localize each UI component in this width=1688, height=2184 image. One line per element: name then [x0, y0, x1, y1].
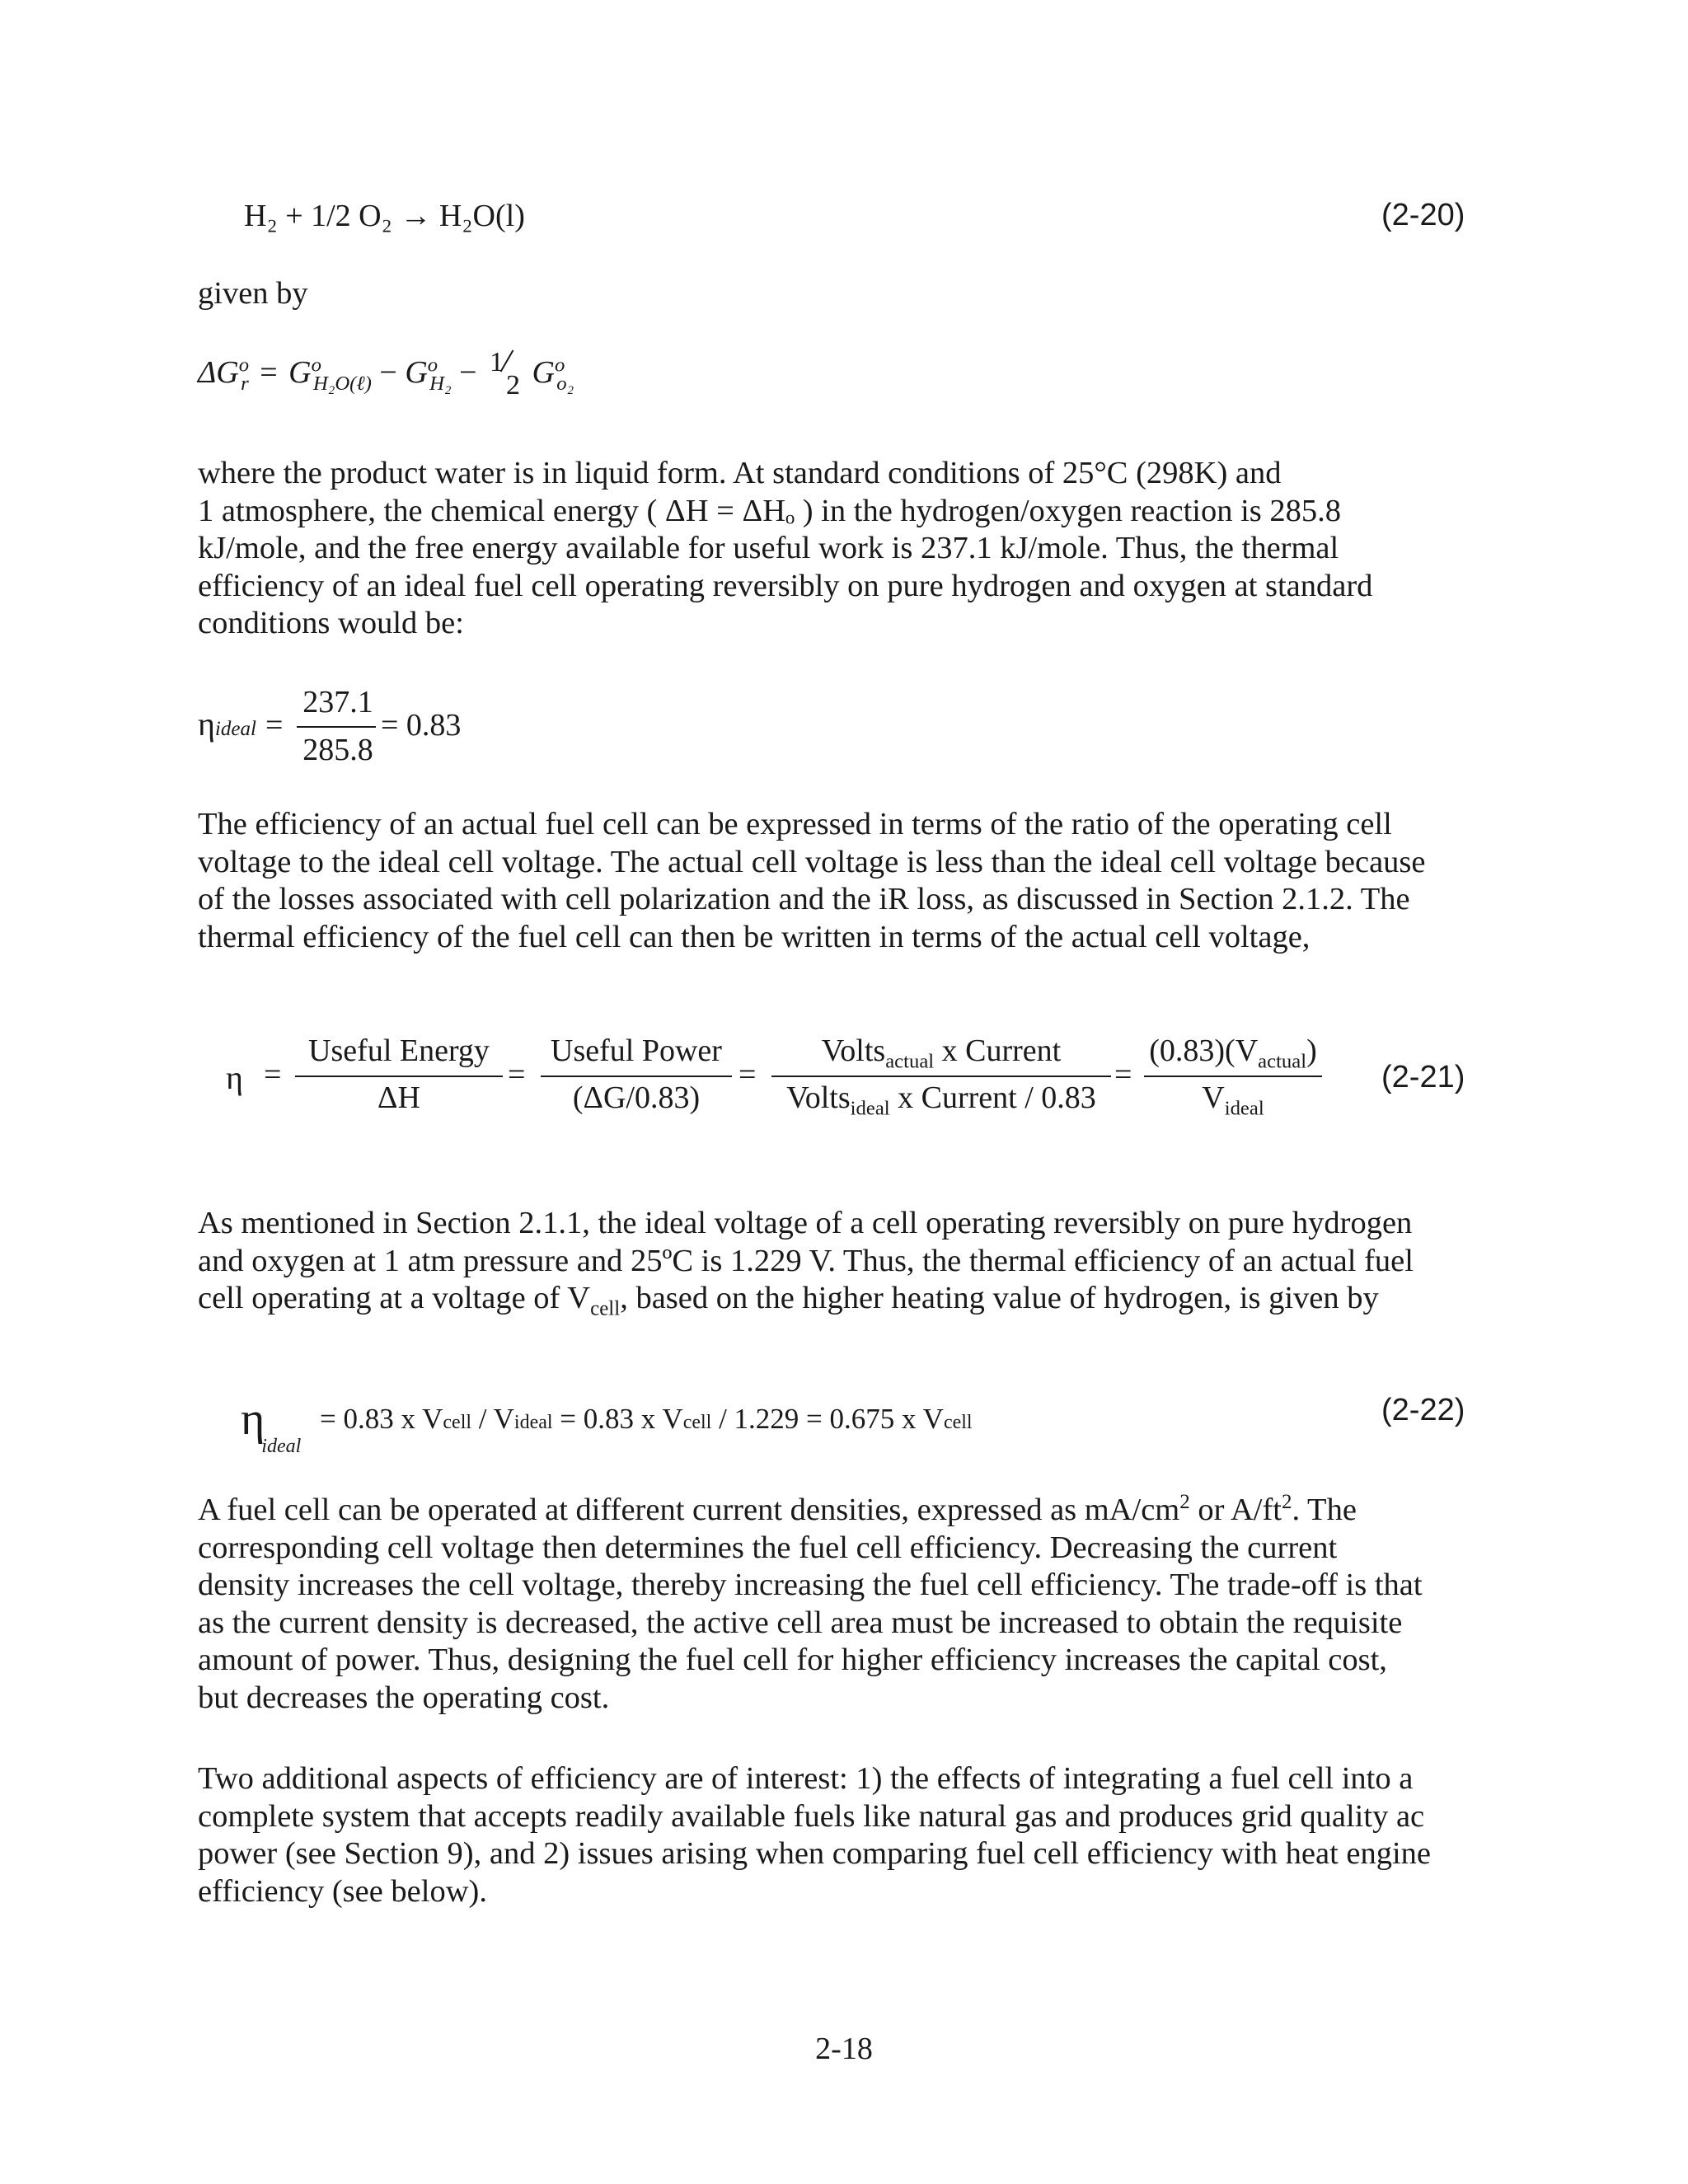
equals-sign: = — [738, 1057, 757, 1092]
g-h2o-term: $G^o_{H_2O(\ell)}$ — [288, 354, 372, 395]
equals-sign: = — [508, 1057, 526, 1092]
equals-sign: = — [1114, 1057, 1132, 1092]
equals-sign: = — [264, 1057, 282, 1092]
ideal-subscript: ideal — [261, 1436, 302, 1457]
text-line: of the losses associated with cell polarization and the iR loss, as discussed in Section 2.1.2. The — [198, 882, 1410, 916]
text-line: kJ/mole, and the free energy available for useful work is 237.1 kJ/mole. Thus, the thermal — [198, 531, 1339, 565]
text-line: conditions would be: — [198, 606, 464, 640]
text-line: amount of power. Thus, designing the fuel cell for higher efficiency increases the capital cost, — [198, 1643, 1387, 1677]
text-line: Two additional aspects of efficiency are of interest: 1) the effects of integrating a fuel cell into a — [198, 1761, 1414, 1796]
delta-g-r: $\Delta G^o_r$ — [198, 354, 250, 395]
text-line: As mentioned in Section 2.1.1, the ideal voltage of a cell operating reversibly on pure hydrogen — [198, 1206, 1413, 1240]
text-line: but decreases the operating cost. — [198, 1680, 610, 1715]
eta-symbol: η — [241, 1394, 265, 1445]
eta-ideal-equation — [241, 1393, 304, 1457]
paragraph-actual-efficiency — [198, 806, 1484, 956]
text-line: density increases the cell voltage, thereby increasing the fuel cell efficiency. The trade-off is that — [198, 1568, 1423, 1602]
equation-number-2-22: (2-22) — [1381, 1393, 1465, 1427]
useful-energy-numerator: Useful Energy — [308, 1033, 490, 1068]
efficiency-result: = 0.83 — [381, 708, 462, 743]
text-line: thermal efficiency of the fuel cell can then be written in terms of the actual cell voltage, — [198, 919, 1311, 954]
page-number: 2-18 — [815, 2032, 873, 2066]
gibbs-free-energy-equation: $\Delta G^o_r = G^o_{H_2O(\ell)} - G^o_{H_2}$ − 1 2 $G^o_{o_2}$ — [198, 347, 574, 401]
text-line: and oxygen at 1 atm pressure and 25ºC is 1.229 V. Thus, the thermal efficiency of an actual fuel — [198, 1243, 1414, 1278]
text-line: efficiency (see below). — [198, 1873, 487, 1909]
text-line: power (see Section 9), and 2) issues arising when comparing fuel cell efficiency with heat engine — [198, 1836, 1432, 1871]
equation-number-2-21: (2-21) — [1381, 1060, 1465, 1094]
text-line: 1 atmosphere, the chemical energy ( ΔH = ΔHₒ ) in the hydrogen/oxygen reaction is 285.8 — [198, 493, 1342, 528]
given-by-text: given by — [198, 276, 308, 311]
fraction-bar — [771, 1076, 1111, 1077]
text-line: The efficiency of an actual fuel cell can be expressed in terms of the ratio of the operating cell — [198, 807, 1392, 841]
paragraph-standard-conditions — [198, 455, 1484, 643]
equals-sign: = — [265, 708, 284, 743]
g-h2-term: $G^o_{H_2}$ — [405, 354, 452, 395]
reaction-text: H₂ + 1/2 O₂ → H₂O(l) — [244, 199, 525, 233]
fraction-denominator: 285.8 — [302, 733, 373, 767]
reaction-equation — [244, 198, 525, 234]
eta-ideal-expression: = 0.83 x Vcell / Videal = 0.83 x Vcell / 1.229 = 0.675 x Vcell — [320, 1403, 973, 1435]
fraction-numerator: 237.1 — [302, 685, 373, 719]
paragraph-additional-aspects — [198, 1760, 1484, 1910]
half-fraction: 1 2 — [490, 347, 520, 401]
v-ideal-denominator: $V_{ideal}$ — [1202, 1080, 1264, 1120]
volts-actual-numerator: Volts$_{actual}$ x Current — [821, 1033, 1062, 1073]
volts-ideal-denominator: Volts$_{ideal}$ x Current / 0.83 — [786, 1080, 1096, 1120]
g-o2-term: $G^o_{o_2}$ — [532, 354, 574, 395]
text-line: corresponding cell voltage then determines the fuel cell efficiency. Decreasing the current — [198, 1530, 1338, 1565]
paragraph-ideal-voltage — [198, 1205, 1484, 1318]
fraction-bar — [1144, 1076, 1322, 1077]
fraction-bar — [541, 1076, 732, 1077]
eta-ideal-symbol: ηideal — [198, 705, 256, 743]
text-line: complete system that accepts readily available fuels like natural gas and produces grid quality ac — [198, 1798, 1425, 1834]
useful-power-numerator: Useful Power — [551, 1033, 722, 1068]
delta-g-denominator: (ΔG/0.83) — [572, 1080, 701, 1115]
equation-number-2-20: (2-20) — [1381, 198, 1465, 232]
v-actual-numerator: $(0.83)(V_{actual})$ — [1149, 1033, 1317, 1073]
text-line: as the current density is decreased, the active cell area must be increased to obtain the requisite — [198, 1605, 1403, 1640]
fraction-bar — [297, 726, 376, 728]
fraction-bar — [295, 1076, 503, 1077]
text-line: efficiency of an ideal fuel cell operating reversibly on pure hydrogen and oxygen at standard — [198, 568, 1373, 603]
delta-h-denominator: ΔH — [377, 1080, 420, 1115]
paragraph-current-densities — [198, 1492, 1484, 1717]
text-line: voltage to the ideal cell voltage. The actual cell voltage is less than the ideal cell voltage because — [198, 844, 1426, 879]
text-line: where the product water is in liquid form. At standard conditions of 25°C (298K) and — [198, 456, 1282, 490]
text-line: A fuel cell can be operated at different current densities, expressed as $mA/cm^2$ or $A/ft^2$. The — [198, 1491, 1357, 1527]
eta-symbol: η — [226, 1059, 243, 1096]
text-line: cell operating at a voltage of $V_{cell}$, based on the higher heating value of hydrogen, is given by — [198, 1281, 1379, 1320]
